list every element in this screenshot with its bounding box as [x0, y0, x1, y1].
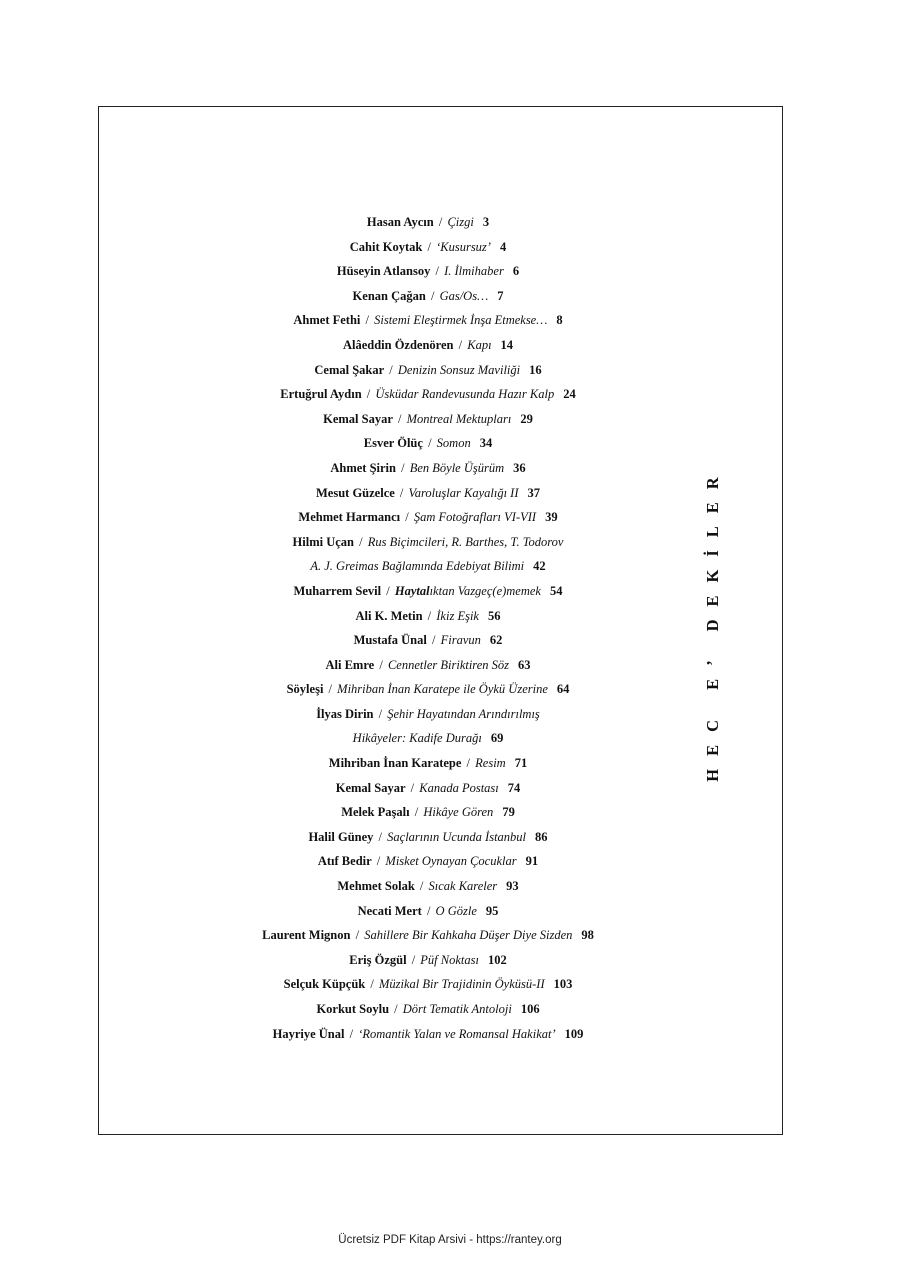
toc-entry — [150, 604, 706, 629]
toc-entry — [150, 997, 706, 1022]
toc-entry — [150, 849, 706, 874]
toc-author: Hayriye Ünal — [272, 1026, 345, 1041]
toc-page-number: 103 — [553, 977, 573, 992]
toc-title: Kanada Postası — [419, 780, 499, 795]
toc-entry — [150, 800, 706, 825]
toc-page-number: 64 — [556, 682, 570, 697]
toc-entry — [150, 972, 706, 997]
toc-page-number: 95 — [485, 903, 499, 918]
toc-entry — [150, 456, 706, 481]
table-of-contents — [150, 210, 706, 1046]
toc-separator: / — [458, 337, 463, 352]
toc-title: I. İlmihaber — [444, 264, 504, 279]
toc-title: Şam Fotoğrafları VI-VII — [413, 510, 537, 525]
toc-entry — [150, 284, 706, 309]
toc-author: Esver Ölüç — [363, 436, 423, 451]
toc-page-number: 71 — [514, 756, 528, 771]
toc-title: Püf Noktası — [420, 952, 479, 967]
toc-separator: / — [370, 977, 374, 992]
toc-entry — [150, 776, 706, 801]
toc-entry — [150, 382, 706, 407]
toc-entry — [150, 481, 706, 506]
toc-author: Laurent Mignon — [262, 928, 351, 943]
toc-title: Hikâye Gören — [423, 805, 494, 820]
toc-entry — [150, 505, 706, 530]
toc-page-number: 79 — [502, 805, 515, 820]
toc-author: Necati Mert — [357, 903, 422, 918]
toc-page-number: 7 — [497, 288, 504, 303]
toc-separator: / — [430, 288, 435, 303]
toc-separator: / — [466, 756, 471, 771]
toc-author: Kemal Sayar — [335, 780, 406, 795]
toc-author: Kemal Sayar — [323, 411, 393, 426]
toc-author: Hilmi Uçan — [292, 534, 354, 549]
toc-title: Varoluşlar Kayalığı II — [408, 485, 519, 500]
toc-separator: / — [379, 657, 383, 672]
toc-entry — [150, 431, 706, 456]
toc-title: Denizin Sonsuz Maviliği — [397, 362, 521, 377]
toc-page-number: 54 — [549, 583, 563, 598]
toc-separator: / — [427, 608, 432, 623]
toc-page-number: 63 — [518, 657, 531, 672]
toc-entry — [150, 923, 706, 948]
toc-author: Korkut Soylu — [316, 1002, 390, 1016]
toc-entry — [150, 554, 706, 579]
toc-author: Ahmet Şirin — [330, 460, 396, 475]
toc-title: Saçlarının Ucunda İstanbul — [387, 829, 527, 844]
toc-title: Ben Böyle Üşürüm — [409, 460, 505, 475]
toc-author: Hüseyin Atlansoy — [336, 264, 431, 279]
toc-separator: / — [426, 903, 431, 918]
toc-title: Şehir Hayatından Arındırılmış — [387, 706, 540, 721]
toc-page-number: 16 — [529, 362, 542, 377]
toc-separator: / — [427, 239, 431, 254]
toc-page-number: 109 — [564, 1026, 584, 1041]
toc-page-number: 86 — [535, 829, 548, 844]
toc-author: Söyleşi — [286, 682, 324, 697]
toc-page-number: 56 — [487, 608, 501, 623]
toc-title: Çizgi — [447, 215, 474, 229]
toc-author: Ahmet Fethi — [293, 313, 361, 328]
toc-author: Mihriban İnan Karatepe — [328, 756, 462, 771]
toc-page-number: 4 — [499, 239, 507, 254]
toc-separator: / — [438, 215, 443, 229]
toc-separator: / — [378, 829, 383, 844]
toc-author: Ali Emre — [325, 657, 375, 672]
toc-entry — [150, 825, 706, 850]
toc-entry — [150, 653, 706, 678]
toc-entry — [150, 628, 706, 653]
toc-title: ‘Romantik Yalan ve Romansal Hakikat’ — [358, 1026, 556, 1041]
toc-author: İlyas Dirin — [316, 706, 374, 721]
toc-page-number: 93 — [506, 879, 519, 894]
toc-title: A. J. Greimas Bağlamında Edebiyat Bilimi — [310, 559, 525, 574]
toc-title: Müzikal Bir Trajidinin Öyküsü-II — [379, 977, 545, 992]
toc-title-bold: Haytal — [394, 583, 430, 598]
toc-entry — [150, 308, 706, 333]
toc-page-number: 39 — [545, 510, 558, 525]
toc-author: Hasan Aycın — [366, 215, 434, 229]
toc-author: Muharrem Sevil — [293, 583, 382, 598]
toc-author: Ali K. Metin — [355, 608, 423, 623]
toc-title: Somon — [436, 436, 471, 451]
toc-entry — [150, 235, 706, 260]
toc-separator: / — [432, 633, 436, 648]
toc-author: Atıf Bedir — [317, 854, 372, 869]
toc-title: Firavun — [440, 633, 481, 648]
toc-entry — [150, 726, 706, 751]
toc-entry — [150, 751, 706, 776]
toc-title: Cennetler Biriktiren Söz — [387, 657, 509, 672]
toc-author: Mustafa Ünal — [353, 633, 427, 648]
toc-entry — [150, 1022, 706, 1047]
toc-page-number: 36 — [513, 460, 526, 475]
toc-page-number: 3 — [482, 215, 490, 229]
toc-title: Kapı — [467, 337, 492, 352]
toc-separator: / — [328, 682, 333, 697]
toc-page-number: 8 — [556, 313, 563, 328]
toc-separator: / — [435, 264, 439, 279]
toc-title: Montreal Mektupları — [406, 411, 512, 426]
toc-title: Üsküdar Randevusunda Hazır Kalp — [375, 387, 555, 402]
toc-entry — [150, 259, 706, 284]
toc-entry — [150, 358, 706, 383]
toc-entry — [150, 210, 706, 235]
toc-page-number: 74 — [507, 780, 521, 795]
footer-note: Ücretsiz PDF Kitap Arsivi - https://rantey.org — [338, 1234, 562, 1246]
toc-title: Mihriban İnan Karatepe ile Öykü Üzerine — [337, 682, 548, 697]
toc-title: O Gözle — [435, 903, 477, 918]
toc-separator: / — [405, 510, 409, 525]
toc-separator: / — [359, 534, 363, 549]
toc-entry — [150, 677, 706, 702]
toc-page-number: 34 — [479, 436, 493, 451]
toc-separator: / — [389, 362, 393, 377]
toc-page-number: 62 — [489, 633, 503, 648]
toc-entry — [150, 702, 706, 727]
toc-title: Resim — [475, 756, 506, 771]
toc-title: İkiz Eşik — [436, 608, 479, 623]
toc-author: Mesut Güzelce — [316, 485, 395, 500]
toc-author: Mehmet Solak — [337, 879, 415, 894]
toc-separator: / — [365, 313, 369, 328]
toc-page-number: 24 — [563, 387, 576, 402]
toc-separator: / — [399, 485, 404, 500]
toc-author: Melek Paşalı — [341, 805, 410, 820]
toc-author: Alâeddin Özdenören — [342, 337, 454, 352]
toc-separator: / — [419, 879, 424, 894]
toc-separator: / — [398, 411, 402, 426]
toc-separator: / — [349, 1026, 354, 1041]
toc-title: ıktan Vazgeç(e)memek — [429, 583, 541, 598]
toc-page-number: 69 — [490, 731, 504, 746]
toc-author: Eriş Özgül — [349, 952, 407, 967]
toc-title: ‘Kusursuz’ — [436, 239, 491, 254]
toc-entry — [150, 899, 706, 924]
toc-author: Ertuğrul Aydın — [280, 387, 362, 402]
toc-separator: / — [411, 952, 416, 967]
toc-separator: / — [428, 436, 432, 451]
toc-title: Sistemi Eleştirmek İnşa Etmekse… — [374, 313, 548, 328]
toc-author: Cahit Koytak — [349, 239, 423, 254]
toc-author: Selçuk Küpçük — [283, 977, 366, 992]
toc-title: Gas/Os… — [439, 288, 489, 303]
toc-entry — [150, 407, 706, 432]
toc-author: Mehmet Harmancı — [298, 510, 401, 525]
toc-entry — [150, 874, 706, 899]
toc-title: Hikâyeler: Kadife Durağı — [352, 731, 482, 746]
toc-entry — [150, 948, 706, 973]
toc-separator: / — [366, 387, 371, 402]
side-title — [698, 458, 728, 788]
toc-separator: / — [394, 1002, 398, 1016]
toc-page-number: 102 — [487, 952, 507, 967]
toc-page-number: 37 — [527, 485, 540, 500]
toc-title: Sahillere Bir Kahkaha Düşer Diye Sizden — [364, 928, 573, 943]
toc-page-number: 14 — [500, 337, 514, 352]
toc-separator: / — [378, 706, 383, 721]
toc-page-number: 42 — [533, 559, 546, 574]
toc-title: Rus Biçimcileri, R. Barthes, T. Todorov — [367, 534, 564, 549]
toc-separator: / — [386, 583, 390, 598]
side-title-text: HEC E’ DEKİLER — [703, 464, 722, 782]
toc-separator: / — [355, 928, 360, 943]
toc-separator: / — [410, 780, 415, 795]
toc-separator: / — [376, 854, 381, 869]
toc-page-number: 6 — [512, 264, 520, 279]
toc-author: Halil Güney — [308, 829, 374, 844]
toc-separator: / — [414, 805, 419, 820]
toc-page-number: 106 — [520, 1002, 540, 1016]
toc-page-number: 29 — [520, 411, 533, 426]
toc-page-number: 98 — [581, 928, 594, 943]
toc-page-number: 91 — [525, 854, 539, 869]
toc-separator: / — [401, 460, 405, 475]
toc-title: Dört Tematik Antoloji — [402, 1002, 512, 1016]
toc-entry — [150, 579, 706, 604]
toc-author: Cemal Şakar — [314, 362, 385, 377]
toc-title: Sıcak Kareler — [428, 879, 498, 894]
toc-author: Kenan Çağan — [352, 288, 426, 303]
toc-entry — [150, 530, 706, 555]
toc-title: Misket Oynayan Çocuklar — [385, 854, 517, 869]
toc-entry — [150, 333, 706, 358]
